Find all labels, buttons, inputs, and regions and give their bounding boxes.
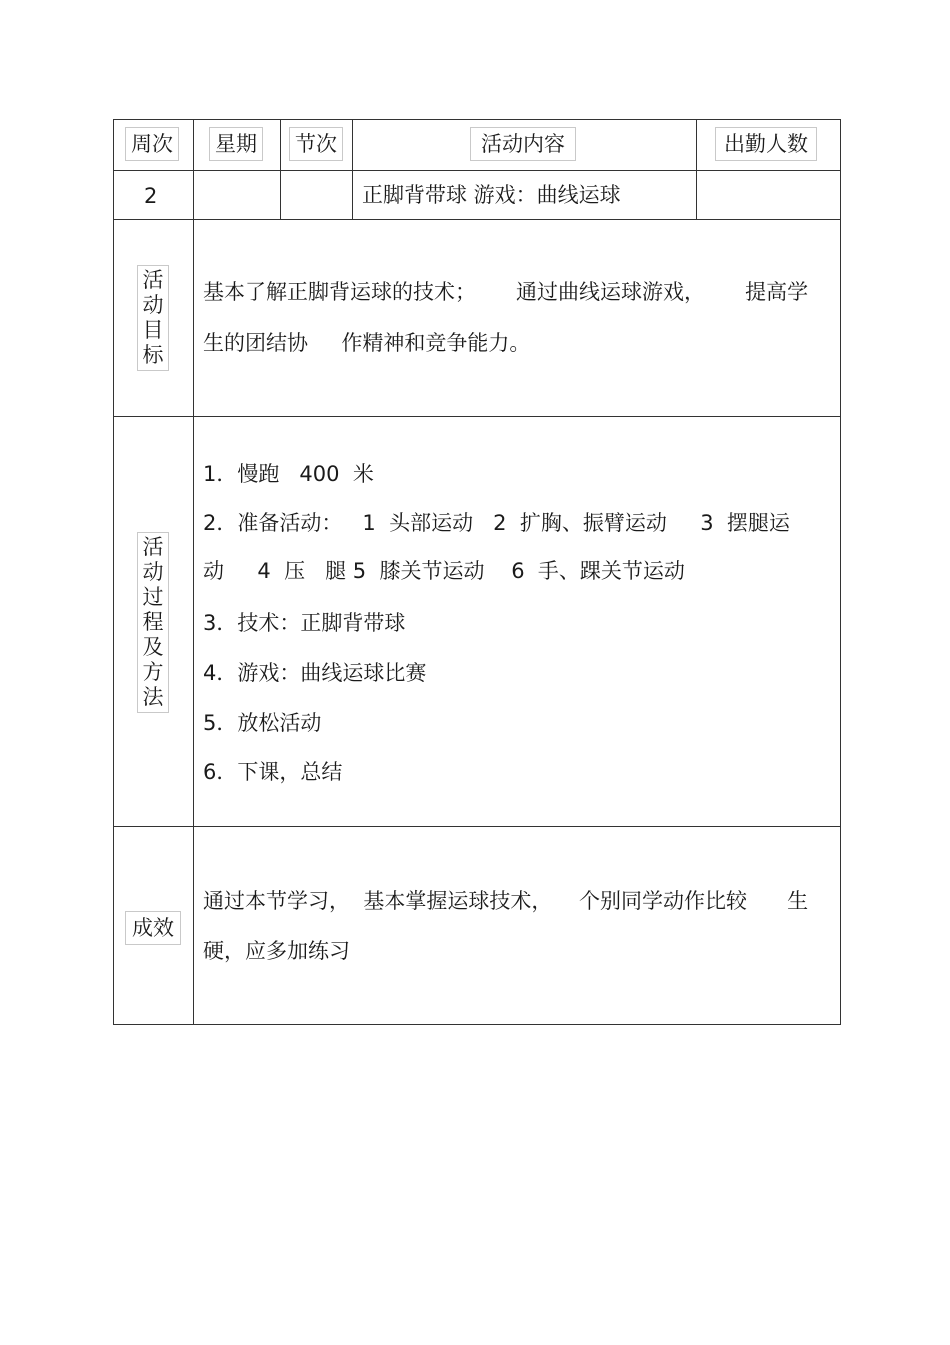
column-rule-period bbox=[280, 119, 281, 220]
process-step: 5．放松活动 bbox=[203, 711, 322, 735]
process-label-char: 及 bbox=[142, 635, 164, 659]
table-rule-goal bbox=[113, 416, 841, 417]
column-rule-weekday bbox=[193, 119, 194, 1025]
header-period: 节次 bbox=[289, 127, 343, 161]
table-rule-row1 bbox=[113, 219, 841, 220]
goal-text-line: 生的团结协 作精神和竞争能力。 bbox=[203, 331, 531, 355]
table-border-left bbox=[113, 119, 114, 1025]
process-step: 6．下课，总结 bbox=[203, 760, 343, 784]
table-border-top bbox=[113, 119, 841, 120]
process-label-char: 动 bbox=[142, 560, 164, 584]
result-text-line: 通过本节学习， 基本掌握运球技术， 个别同学动作比较 生 bbox=[203, 889, 809, 913]
row1-week: 2 bbox=[144, 184, 158, 208]
table-rule-header bbox=[113, 170, 841, 171]
header-content: 活动内容 bbox=[470, 127, 576, 161]
process-label-char: 方 bbox=[142, 660, 164, 684]
table-border-right bbox=[840, 119, 841, 1025]
process-step: 1．慢跑 400 米 bbox=[203, 462, 374, 486]
process-step: 4．游戏：曲线运球比赛 bbox=[203, 661, 427, 685]
goal-label bbox=[137, 265, 169, 371]
result-label: 成效 bbox=[125, 911, 181, 945]
header-weekday: 星期 bbox=[209, 127, 263, 161]
table-border-bottom bbox=[113, 1024, 841, 1025]
result-text-line: 硬，应多加练习 bbox=[203, 939, 350, 963]
process-step: 2．准备活动： 1 头部运动 2 扩胸、振臂运动 3 摆腿运 bbox=[203, 511, 790, 535]
process-label-char: 法 bbox=[142, 685, 164, 709]
process-label-char: 活 bbox=[142, 535, 164, 559]
table-rule-process bbox=[113, 826, 841, 827]
process-label bbox=[137, 532, 169, 713]
header-week: 周次 bbox=[125, 127, 179, 161]
process-label-char: 过 bbox=[142, 585, 164, 609]
process-label-char: 程 bbox=[142, 610, 164, 634]
goal-label-char: 目 bbox=[142, 318, 164, 342]
goal-text-line: 基本了解正脚背运球的技术； 通过曲线运球游戏， 提高学 bbox=[203, 280, 809, 304]
row1-content: 正脚背带球 游戏：曲线运球 bbox=[362, 183, 621, 207]
column-rule-attendance bbox=[696, 119, 697, 220]
goal-label-char: 活 bbox=[142, 268, 164, 292]
goal-label-char: 标 bbox=[142, 343, 164, 367]
goal-label-char: 动 bbox=[142, 293, 164, 317]
process-step: 动 4 压 腿 5 膝关节运动 6 手、踝关节运动 bbox=[203, 559, 685, 583]
column-rule-content bbox=[352, 119, 353, 220]
process-step: 3．技术：正脚背带球 bbox=[203, 611, 406, 635]
header-attendance: 出勤人数 bbox=[715, 127, 817, 161]
